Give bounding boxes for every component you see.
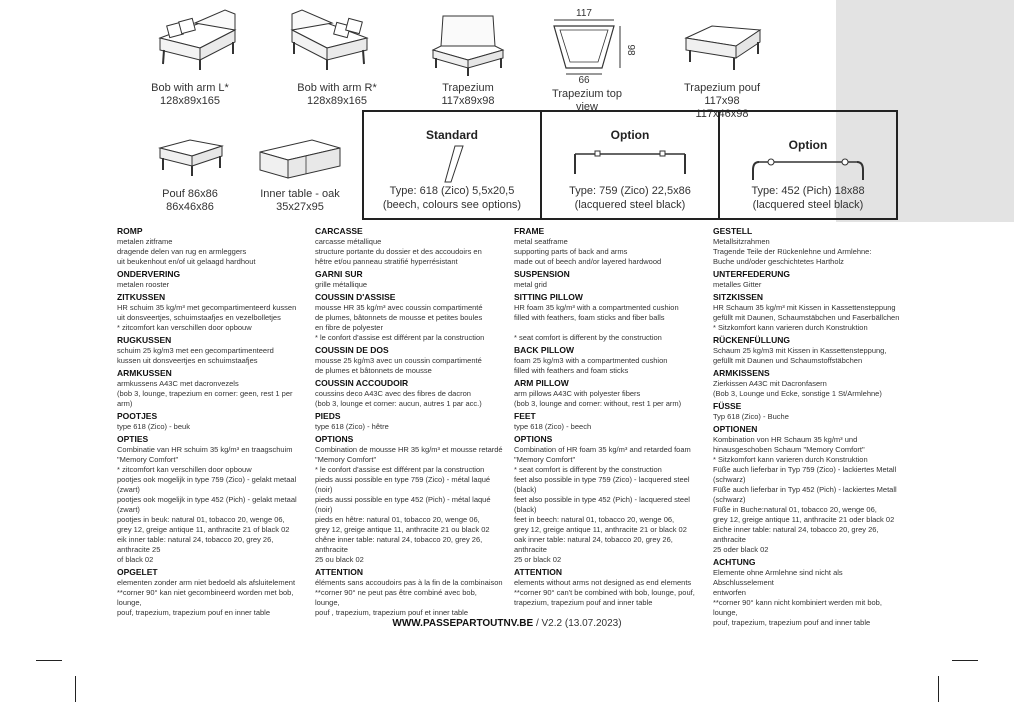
foot-option-759 xyxy=(540,110,720,220)
section-text: éléments sans accoudoirs pas à la fin de la combinaison **corner 90° ne peut pas être combiné avec bob, lounge, pouf , trapezium, trapezium pouf et inner table xyxy=(315,578,503,617)
product-inner-table xyxy=(250,134,350,214)
option-type: Type: 618 (Zico) 5,5x20,5 xyxy=(389,185,515,197)
section-heading: ATTENTION xyxy=(315,567,364,577)
section-heading: RÜCKENFÜLLUNG xyxy=(713,335,790,345)
section-heading: UNTERFEDERUNG xyxy=(713,269,790,279)
pouf-illustration xyxy=(150,134,230,184)
section-heading: OPTIONEN xyxy=(713,424,758,434)
option-type: Type: 452 (Pich) 18x88 xyxy=(751,185,865,197)
option-type: Type: 759 (Zico) 22,5x86 xyxy=(569,185,691,197)
top-dimension-label: 117 xyxy=(576,8,592,19)
section-text: coussins deco A43C avec des fibres de dacron (bob 3, lounge et corner: aucun, autres 1 par acc.) xyxy=(315,389,482,408)
section-text: Combination de mousse HR 35 kg/m³ et mousse retardé "Memory Comfort" * le confort d'assise est différent par la construction pieds aussi possible en type 759 (Zico) - métal laqué (noir) pieds aussi possible en type 452 (Pich) - métal laqué (noir) pieds en hêtre: natural 01, tobacco 20, wenge 06, grey 12, greige antique 11, anthracite 21 ou black 02 chêne inner table: natural 24, tobacco 20, grey 26, anthracite 25 ou black 02 xyxy=(315,445,503,564)
section-heading: SITTING PILLOW xyxy=(514,292,583,302)
section-heading: ZITKUSSEN xyxy=(117,292,166,302)
section-heading: CARCASSE xyxy=(315,226,363,236)
section-heading: ONDERVERING xyxy=(117,269,181,279)
product-name: Trapezium xyxy=(442,82,494,94)
crop-mark xyxy=(75,676,76,702)
section-text: type 618 (Zico) - hêtre xyxy=(315,422,389,431)
section-heading: COUSSIN ACCOUDOIR xyxy=(315,378,409,388)
option-title: Standard xyxy=(425,128,478,142)
version-label: / V2.2 (13.07.2023) xyxy=(535,618,622,629)
section-text: Schaum 25 kg/m3 mit Kissen in Kassettensteppung, gefüllt mit Daunen und Schaumstoffstäbchen xyxy=(713,346,887,365)
section-heading: FRAME xyxy=(514,226,545,236)
foot-option-standard xyxy=(362,110,542,220)
column-english xyxy=(514,224,702,608)
product-trapezium xyxy=(418,8,518,108)
section-text: metal grid xyxy=(514,280,547,289)
product-pouf-86 xyxy=(140,134,240,214)
product-name: Pouf 86x86 xyxy=(162,188,218,200)
section-heading: ACHTUNG xyxy=(713,557,756,567)
product-dims: 117x46x98 xyxy=(695,108,749,120)
section-text: armkussens A43C met dacronvezels (bob 3, lounge, trapezium en corner: geen, rest 1 per arm) xyxy=(117,379,293,408)
section-heading: ATTENTION xyxy=(514,567,563,577)
foot-618-icon xyxy=(437,144,467,184)
product-dims: 86x46x86 xyxy=(166,201,214,213)
section-heading: BACK PILLOW xyxy=(514,345,574,355)
product-bob-arm-r xyxy=(282,8,392,108)
product-trapezium-pouf xyxy=(668,8,776,121)
section-text: Elemente ohne Armlehne sind nicht als Abschlusselement entworfen **corner 90° kann nicht kombiniert werden mit bob, lounge, pouf, trapezium, trapezium pouf and inner table xyxy=(713,568,882,627)
option-title: Option xyxy=(610,128,650,142)
section-heading: OPTIONS xyxy=(514,434,553,444)
product-name: Trapezium pouf 117x98 xyxy=(683,82,761,107)
option-title: Option xyxy=(788,138,828,152)
option-finish: (lacquered steel black) xyxy=(574,199,686,211)
section-heading: GESTELL xyxy=(713,226,753,236)
section-text: foam 25 kg/m3 with a compartmented cushion filled with feathers and foam sticks xyxy=(514,356,668,375)
section-text: mousse HR 35 kg/m³ avec coussin compartimenté de plumes, bâtonnets de mousse et petites boules en fibre de polyester * le confort d'assise est différent par la construction xyxy=(315,303,485,342)
section-heading: OPTIES xyxy=(117,434,149,444)
section-heading: SITZKISSEN xyxy=(713,292,764,302)
trapezium-illustration xyxy=(423,8,513,78)
section-text: carcasse métallique structure portante du dossier et des accoudoirs en hêtre et/ou panneau stratifié hyperrésistant xyxy=(315,237,482,266)
section-text: HR schuim 35 kg/m³ met gecompartimenteerd kussen uit donsveertjes, schuimstaafjes en vezelbolletjes * zitcomfort kan verschillen door opbouw xyxy=(117,303,297,332)
product-trapezium-top-view xyxy=(540,6,634,114)
section-text: HR foam 35 kg/m³ with a compartmented cushion filled with feathers, foam sticks and fiber balls * seat comfort is different by the construction xyxy=(514,303,679,342)
section-heading: ROMP xyxy=(117,226,143,236)
section-text: grille métallique xyxy=(315,280,368,289)
section-text: mousse 25 kg/m3 avec un coussin compartimenté de plumes et bâtonnets de mousse xyxy=(315,356,482,375)
bob-arm-r-illustration xyxy=(287,8,387,78)
section-heading: FÜSSE xyxy=(713,401,742,411)
product-bob-arm-l xyxy=(140,8,240,108)
section-heading: RUGKUSSEN xyxy=(117,335,172,345)
crop-mark xyxy=(36,660,62,661)
section-text: Kombination von HR Schaum 35 kg/m³ und hinausgeschoben Schaum "Memory Comfort" * Sitzkomfort kann varieren durch Konstruktion Füße auch lieferbar in Typ 759 (Zico) - lackiertes Metall (schwarz) Füße auch lieferbar in Typ 452 (Pich) - lackiertes Metall (schwarz) Füße in Buche:natural 01, tobacco 20, wenge 06, grey 12, greige antique 11, anthracite 21 oder black 02 Eiche inner table: natural 24, tobacco 20, grey 26, anthracite 25 oder black 02 xyxy=(713,435,897,554)
section-text: Zierkissen A43C mit Dacronfasern (Bob 3, Lounge und Ecke, sonstige 1 St/Armlehne) xyxy=(713,379,882,398)
column-dutch xyxy=(117,224,305,618)
section-text: metalen zitframe dragende delen van rug en armleggers uit beukenhout en/of uit gelaagd hardhout xyxy=(117,237,256,266)
crop-mark xyxy=(952,660,978,661)
section-heading: GARNI SUR xyxy=(315,269,363,279)
trapezium-pouf-illustration xyxy=(672,8,772,78)
section-heading: ARM PILLOW xyxy=(514,378,569,388)
trapezium-top-view-diagram xyxy=(540,6,634,84)
option-finish: (beech, colours see options) xyxy=(382,199,522,211)
crop-mark xyxy=(938,676,939,702)
section-heading: SUSPENSION xyxy=(514,269,570,279)
column-german xyxy=(713,224,901,628)
section-text: elementen zonder arm niet bedoeld als afsluitelement **corner 90° kan niet gecombineerd worden met bob, lounge, pouf, trapezium, trapezium pouf en inner table xyxy=(117,578,296,617)
section-text: Metallsitzrahmen Tragende Teile der Rückenlehne und Armlehne: Buche und/oder geschichtetes Hartholz xyxy=(713,237,872,266)
product-name: Trapezium top view xyxy=(552,88,622,113)
website-link[interactable]: WWW.PASSEPARTOUTNV.BE xyxy=(392,618,534,629)
product-dims: 128x89x165 xyxy=(307,95,367,107)
side-dimension-label: 98 xyxy=(625,44,636,56)
product-dims: 117x89x98 xyxy=(441,95,495,107)
section-text: Combinatie van HR schuim 35 kg/m³ en traagschuim "Memory Comfort" * zitcomfort kan verschillen door opbouw pootjes ook mogelijk in type 759 (Zico) - gelakt metaal (zwart) pootjes ook mogelijk in type 452 (Pich) - gelakt metaal (zwart) pootjes in beuk: natural 01, tobacco 20, wenge 06, grey 12, greige antique 11, anthracite 21 of black 02 eik inner table: natural 24, tobacco 20, grey 26, anthracite 25 of black 02 xyxy=(117,445,297,564)
section-heading: OPTIONS xyxy=(315,434,354,444)
section-heading: POOTJES xyxy=(117,411,158,421)
foot-759-icon xyxy=(565,146,695,176)
section-text: arm pillows A43C with polyester fibers (bob 3, lounge and corner: without, rest 1 per arm) xyxy=(514,389,682,408)
section-text: metalles Gitter xyxy=(713,280,762,289)
section-text: metalen rooster xyxy=(117,280,170,289)
section-heading: ARMKISSENS xyxy=(713,368,770,378)
section-text: elements without arms not designed as end elements **corner 90° can't be combined with bob, lounge, pouf, trapezium, trapezium pouf and inner table xyxy=(514,578,695,607)
section-text: schuim 25 kg/m3 met een gecompartimenteerd kussen uit donsveertjes en schuimstaafjes xyxy=(117,346,274,365)
section-heading: COUSSIN DE DOS xyxy=(315,345,389,355)
inner-table-illustration xyxy=(252,134,348,184)
section-text: metal seatframe supporting parts of back and arms made out of beech and/or layered hardwood xyxy=(514,237,662,266)
section-text: Typ 618 (Zico) - Buche xyxy=(713,412,789,421)
product-dims: 35x27x95 xyxy=(276,201,324,213)
section-text: type 618 (Zico) - beech xyxy=(514,422,592,431)
foot-452-icon xyxy=(743,154,873,184)
foot-option-452 xyxy=(718,110,898,220)
bob-arm-l-illustration xyxy=(140,8,240,78)
bottom-dimension-label: 66 xyxy=(578,75,590,86)
section-text: type 618 (Zico) - beuk xyxy=(117,422,190,431)
section-text: HR Schaum 35 kg/m³ mit Kissen in Kassettensteppung gefüllt mit Daunen, Schaumstäbchen und Faserbällchen * Sitzkomfort kann varieren durch Konstruktion xyxy=(713,303,900,332)
section-heading: PIEDS xyxy=(315,411,341,421)
product-name: Bob with arm R* xyxy=(297,82,377,94)
section-heading: COUSSIN D'ASSISE xyxy=(315,292,396,302)
section-heading: OPGELET xyxy=(117,567,158,577)
footer xyxy=(0,618,1014,629)
column-french xyxy=(315,224,503,618)
section-heading: ARMKUSSEN xyxy=(117,368,172,378)
product-name: Bob with arm L* xyxy=(151,82,229,94)
option-finish: (lacquered steel black) xyxy=(752,199,864,211)
section-heading: FEET xyxy=(514,411,536,421)
section-text: Combination of HR foam 35 kg/m³ and retarded foam "Memory Comfort" * seat comfort is different by the construction feet also possible in type 759 (Zico) - lacquered steel (black) feet also possible in type 452 (Pich) - lacquered steel (black) feet in beech: natural 01, tobacco 20, wenge 06, grey 12, greige antique 11, anthracite 21 or black 02 oak inner table: natural 24, tobacco 20, grey 26, anthracite 25 or black 02 xyxy=(514,445,691,564)
product-name: Inner table - oak xyxy=(260,188,340,200)
product-dims: 128x89x165 xyxy=(160,95,220,107)
